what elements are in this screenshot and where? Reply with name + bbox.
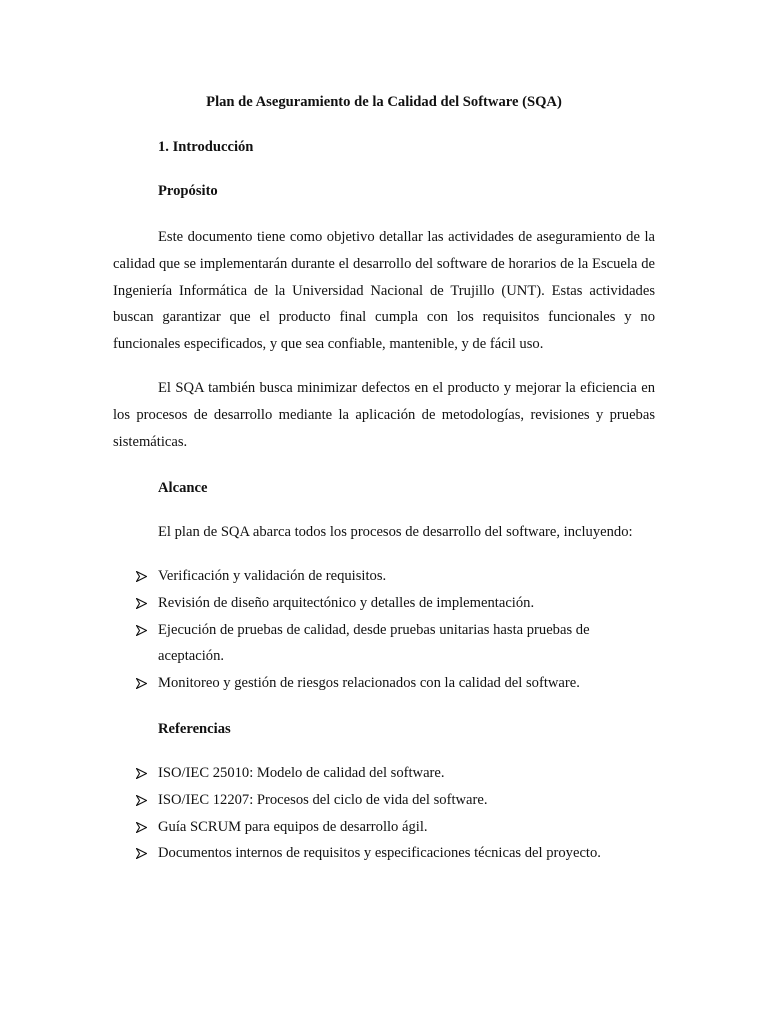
arrowhead-icon <box>136 563 150 590</box>
list-item-text: Documentos internos de requisitos y especificaciones técnicas del proyecto. <box>158 845 601 862</box>
arrowhead-icon <box>136 814 150 841</box>
list-item-text: Revisión de diseño arquitectónico y detalles de implementación. <box>158 594 535 611</box>
alcance-intro: El plan de SQA abarca todos los procesos de desarrollo del software, incluyendo: <box>158 524 633 540</box>
arrowhead-icon <box>136 617 150 644</box>
subheading-referencias: Referencias <box>158 721 231 737</box>
subheading-proposito: Propósito <box>158 183 218 199</box>
list-item <box>158 840 638 867</box>
referencias-list <box>158 760 638 867</box>
list-item <box>158 563 638 590</box>
list-item-text: ISO/IEC 25010: Modelo de calidad del software. <box>158 765 445 781</box>
list-item-text: Verificación y validación de requisitos. <box>158 568 387 584</box>
list-item <box>158 787 638 814</box>
list-item <box>158 617 638 671</box>
arrowhead-icon <box>136 760 150 787</box>
arrowhead-icon <box>136 670 150 697</box>
document-title: Plan de Aseguramiento de la Calidad del Software (SQA) <box>206 94 562 110</box>
list-item-text: Ejecución de pruebas de calidad, desde pruebas unitarias hasta pruebas de aceptación. <box>158 621 590 665</box>
list-item <box>158 814 638 841</box>
arrowhead-icon <box>136 840 150 867</box>
list-item-text: Guía SCRUM para equipos de desarrollo ágil. <box>158 818 428 835</box>
section-heading-introduccion: 1. Introducción <box>158 139 254 155</box>
alcance-list <box>158 563 638 697</box>
subheading-alcance: Alcance <box>158 480 208 496</box>
arrowhead-icon <box>136 590 150 617</box>
list-item-text: Monitoreo y gestión de riesgos relacionados con la calidad del software. <box>158 675 580 692</box>
arrowhead-icon <box>136 787 150 814</box>
list-item-text: ISO/IEC 12207: Procesos del ciclo de vida del software. <box>158 791 488 808</box>
paragraph-proposito-2: El SQA también busca minimizar defectos en el producto y mejorar la eficiencia en los procesos de desarrollo mediante la aplicación de metodologías, revisiones y pruebas sistemáticas. <box>113 380 655 450</box>
list-item <box>158 760 638 787</box>
paragraph-proposito-1: Este documento tiene como objetivo detallar las actividades de aseguramiento de la calidad que se implementarán durante el desarrollo del software de horarios de la Escuela de Ingeniería Informática de la Universidad Nacional de Trujillo (UNT). Estas actividades buscan garantizar que el producto final cumpla con los requisitos funcionales y no funcionales especificados, y que sea confiable, mantenible, y de fácil uso. <box>113 229 655 353</box>
list-item <box>158 670 638 697</box>
list-item <box>158 590 638 617</box>
